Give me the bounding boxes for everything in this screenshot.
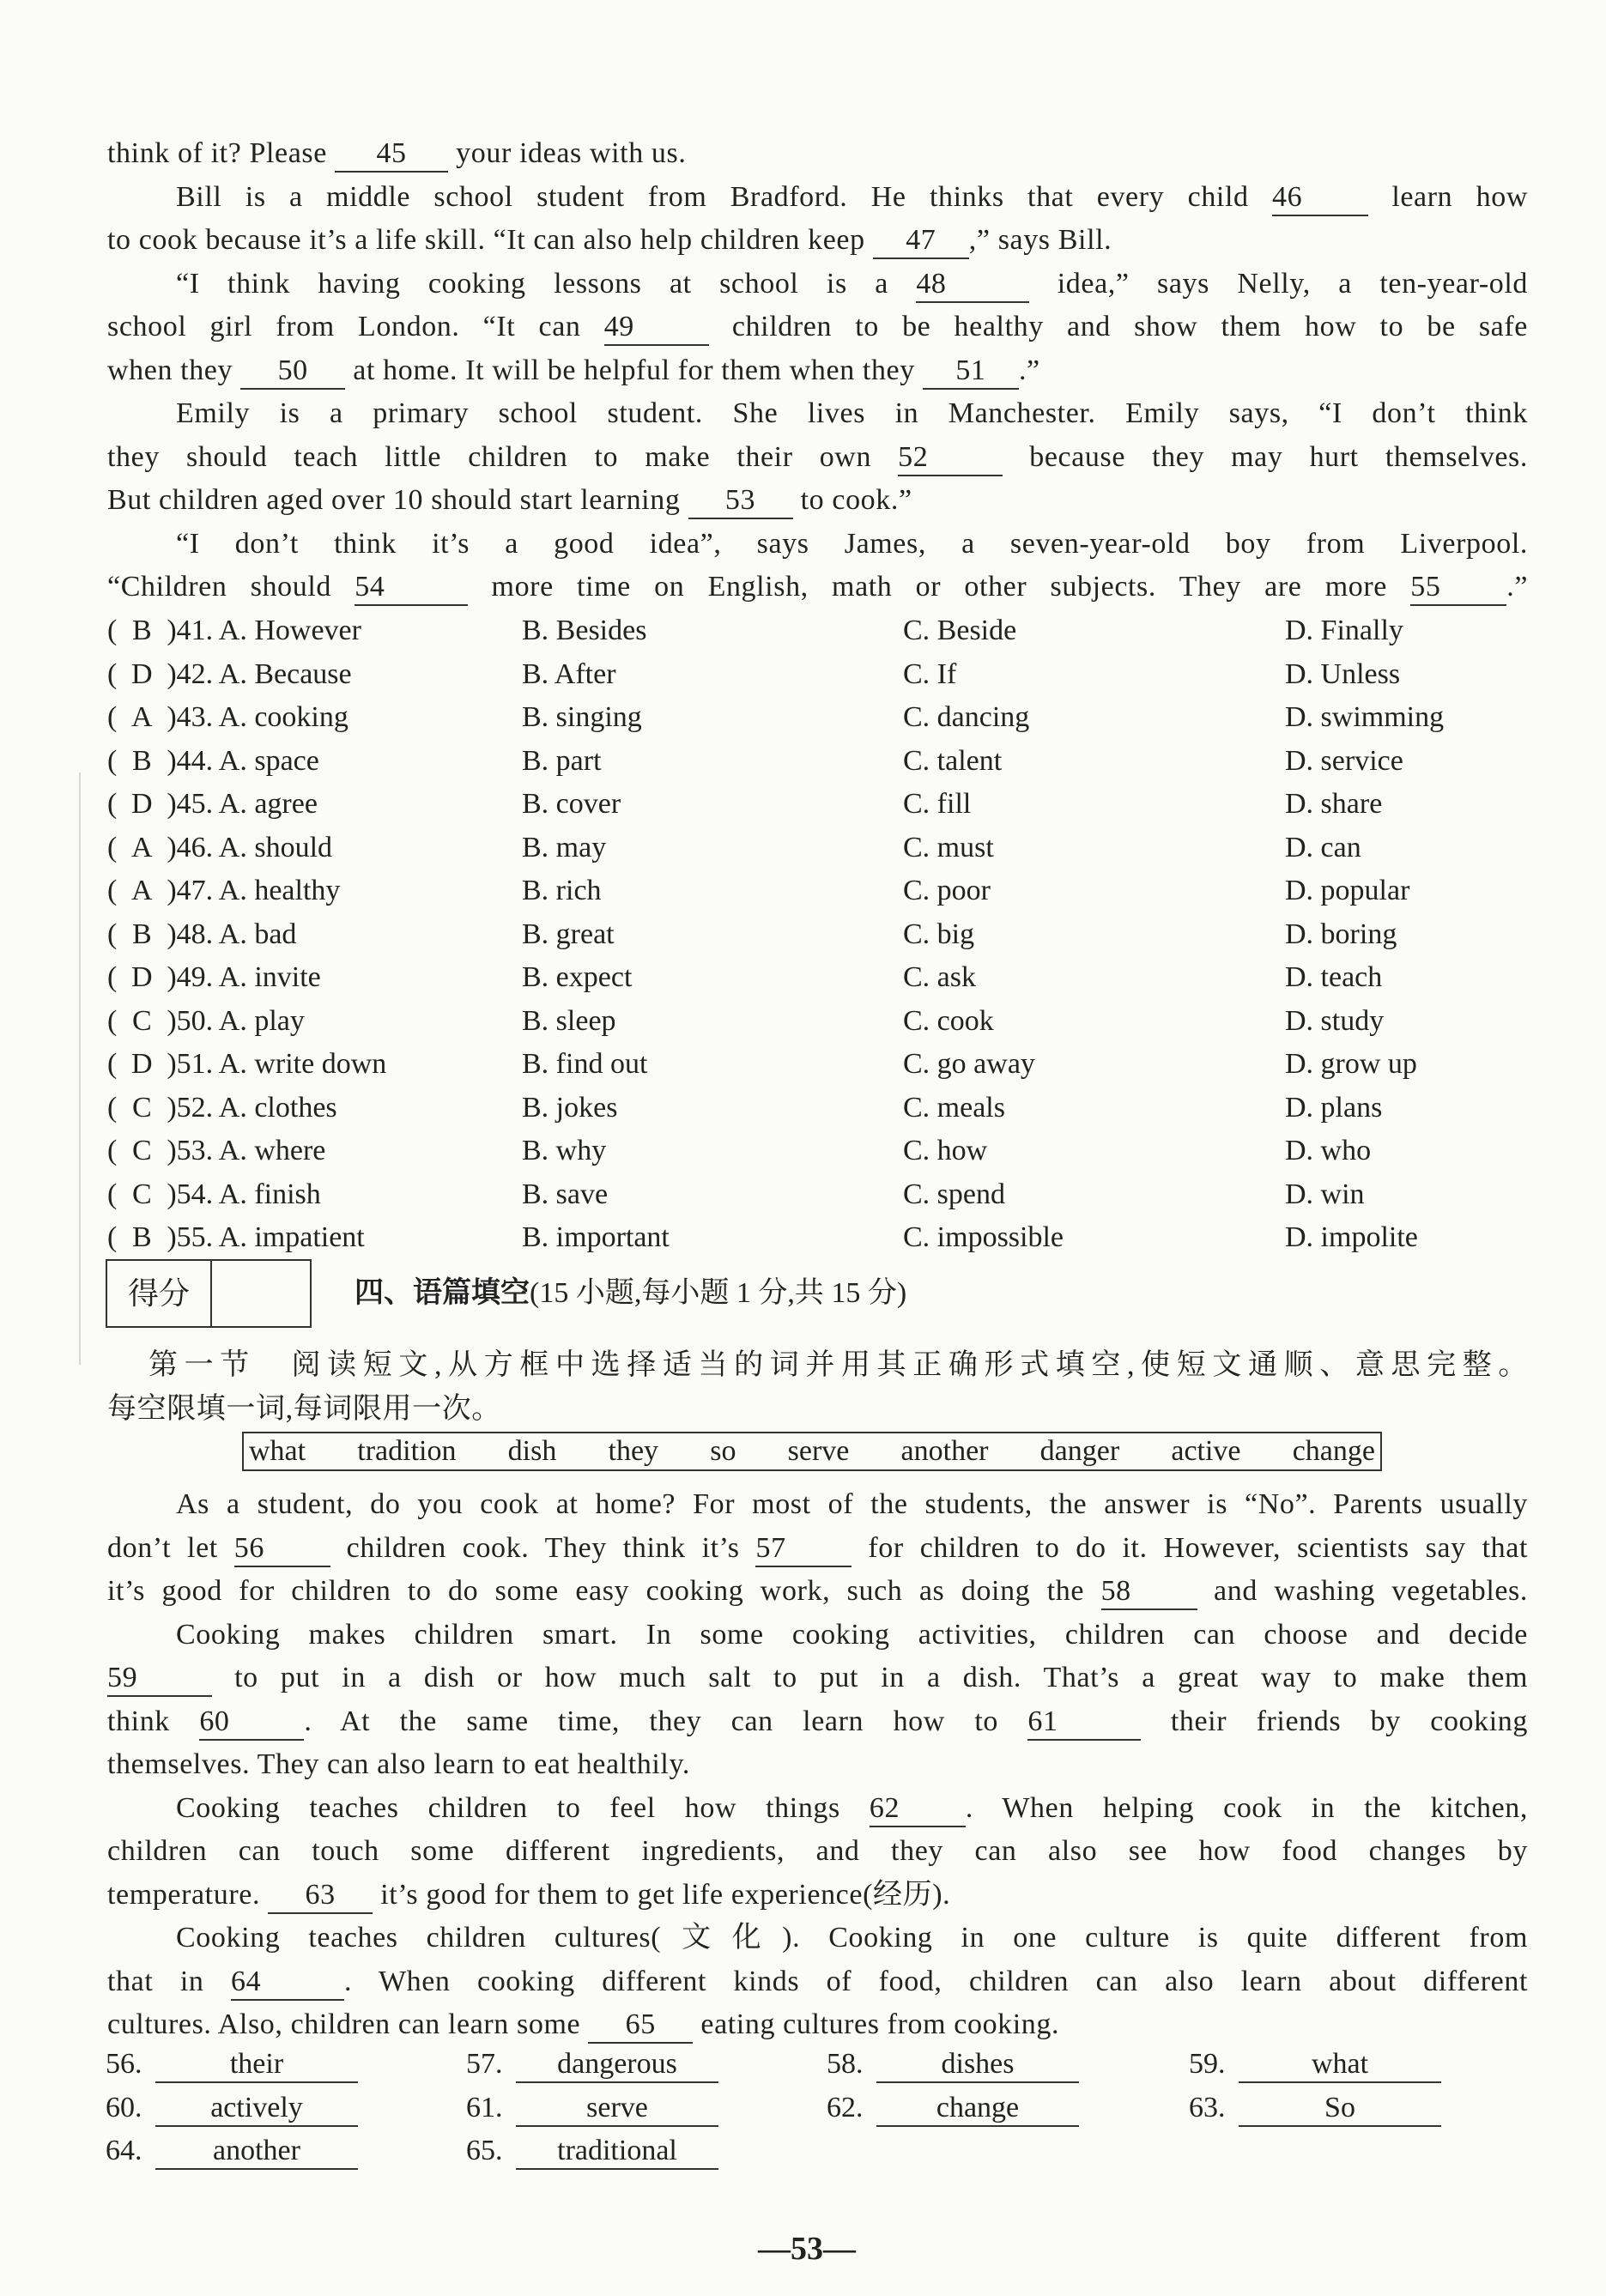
option-b[interactable]: B. great (522, 918, 615, 950)
question-number: 52 (176, 1091, 206, 1124)
passage-line (107, 436, 1528, 480)
blank-48[interactable]: 48 (916, 267, 1029, 303)
option-c[interactable]: C. go away (903, 1048, 1035, 1080)
passage-line (107, 1614, 1528, 1657)
question-number: 51 (176, 1048, 206, 1080)
passage-line (107, 1917, 1528, 1960)
option-c[interactable]: C. big (903, 918, 975, 950)
question-row-44 (107, 740, 1528, 784)
option-a[interactable]: A. impatient (218, 1221, 365, 1253)
passage-text: to put in a dish or how much salt to put in a dish. That’s a great way to make them (212, 1662, 1528, 1693)
option-d[interactable]: D. popular (1285, 875, 1410, 906)
answer-row (106, 2043, 1522, 2087)
answer-item (827, 2087, 1079, 2130)
option-c[interactable]: C. ask (903, 961, 976, 993)
blank-52[interactable]: 52 (898, 440, 1003, 476)
answer-letter[interactable]: A (131, 701, 153, 733)
passage-text: it’s good for them to get life experience(经历). (373, 1878, 951, 1911)
question-stem: ( B )48. A. bad (107, 913, 296, 957)
question-number: 55 (176, 1221, 206, 1253)
answer-letter[interactable]: C (131, 1004, 152, 1037)
question-number: 46 (176, 831, 206, 863)
option-b[interactable]: B. expect (522, 961, 633, 993)
answer-item (466, 2129, 718, 2173)
option-d[interactable]: D. study (1285, 1004, 1385, 1037)
answer-letter[interactable]: C (131, 1091, 152, 1124)
answer-item (466, 2043, 718, 2087)
passage-text: “I don’t think it’s a good idea”, says James, a seven-year-old boy from Liverpool. (176, 527, 1528, 560)
option-b[interactable]: B. After (522, 657, 616, 690)
answer-letter[interactable]: D (131, 961, 153, 993)
option-b[interactable]: B. singing (522, 701, 642, 733)
option-b[interactable]: B. sleep (522, 1004, 616, 1037)
blank-45[interactable]: 45 (335, 136, 448, 173)
passage-line (107, 219, 1528, 263)
passage-text: to cook because it’s a life skill. “It can also help children keep (107, 224, 873, 256)
passage-text: think (107, 1705, 200, 1737)
passage-text: when they (107, 354, 241, 386)
option-d[interactable]: D. swimming (1285, 701, 1445, 733)
option-c[interactable]: C. Beside (903, 615, 1017, 646)
question-stem: ( D )45. A. agree (107, 783, 318, 827)
multiple-choice-options (107, 609, 1528, 1260)
option-a[interactable]: A. finish (218, 1178, 321, 1210)
blank-57[interactable]: 57 (755, 1531, 851, 1567)
question-row-55 (107, 1216, 1528, 1260)
passage-line (107, 1787, 1528, 1831)
passage-line (107, 1700, 1528, 1744)
option-a[interactable]: A. write down (218, 1048, 387, 1080)
option-a[interactable]: A. play (218, 1004, 305, 1037)
instruction-line-1: 第一节 阅读短文,从方框中选择适当的词并用其正确形式填空,使短文通顺、意思完整。 (148, 1349, 1528, 1381)
margin-rule (79, 772, 81, 1365)
answer-fill[interactable]: serve (516, 2091, 718, 2127)
answer-number: 59. (1189, 2048, 1226, 2080)
option-b[interactable]: B. important (522, 1221, 670, 1253)
answer-letter[interactable]: C (131, 1178, 152, 1210)
passage-text: children cook. They think it’s (330, 1531, 756, 1564)
passage-line (107, 306, 1528, 349)
question-row-43 (107, 696, 1528, 740)
passage-line (107, 1570, 1528, 1614)
passage-text: Cooking teaches children to feel how things (176, 1791, 870, 1824)
passage-text: cultures. Also, children can learn some (107, 2008, 589, 2040)
section-header (106, 1259, 1565, 1330)
option-a[interactable]: A. Because (218, 657, 352, 690)
answer-number: 60. (106, 2091, 142, 2123)
question-row-41 (107, 609, 1528, 653)
answer-lines (106, 2043, 1522, 2173)
blank-50[interactable]: 50 (240, 354, 345, 390)
option-c[interactable]: C. dancing (903, 701, 1030, 733)
option-c[interactable]: C. If (903, 657, 957, 690)
answer-letter[interactable]: D (131, 788, 153, 820)
answer-number: 62. (827, 2091, 864, 2123)
word-bank-item: so (710, 1435, 736, 1467)
blank-47[interactable]: 47 (873, 223, 969, 259)
passage-text: for children to do it. However, scientists say that (851, 1531, 1528, 1564)
answer-number: 61. (466, 2091, 503, 2123)
option-b[interactable]: B. cover (522, 788, 621, 820)
passage-text: think of it? Please (107, 137, 336, 169)
score-box (106, 1259, 312, 1328)
passage-text: children can touch some different ingredients, and they can also see how food changes by (107, 1835, 1528, 1867)
option-d[interactable]: D. Finally (1285, 615, 1403, 646)
score-label: 得分 (107, 1261, 212, 1326)
passage-text: at home. It will be helpful for them when they (345, 354, 923, 386)
option-d[interactable]: D. share (1285, 788, 1383, 820)
question-number: 43 (176, 701, 206, 733)
question-number: 54 (176, 1178, 206, 1210)
answer-fill[interactable]: their (155, 2047, 358, 2083)
option-b[interactable]: B. find out (522, 1048, 648, 1080)
option-c[interactable]: C. spend (903, 1178, 1005, 1210)
option-a[interactable]: A. should (218, 831, 333, 863)
blank-58[interactable]: 58 (1101, 1574, 1197, 1610)
passage-text: learn how (1367, 180, 1528, 213)
answer-fill[interactable]: what (1239, 2047, 1441, 2083)
option-b[interactable]: B. jokes (522, 1091, 618, 1124)
passage-line (107, 1743, 1528, 1787)
option-a[interactable]: A. healthy (218, 875, 341, 906)
option-a[interactable]: A. clothes (218, 1091, 337, 1124)
option-c[interactable]: C. how (903, 1135, 988, 1166)
question-number: 48 (176, 918, 206, 950)
answer-item (106, 2043, 358, 2087)
question-number: 53 (176, 1135, 206, 1166)
question-row-53 (107, 1130, 1528, 1173)
passage-line (107, 479, 1528, 523)
passage-text: themselves. They can also learn to eat healthily. (107, 1748, 690, 1780)
question-stem: ( B )55. A. impatient (107, 1216, 365, 1260)
passage-line (107, 566, 1528, 609)
passage-line (107, 132, 1528, 176)
question-row-48 (107, 913, 1528, 957)
answer-letter[interactable]: C (131, 1135, 152, 1166)
answer-letter[interactable]: B (131, 918, 152, 950)
passage-line (107, 1874, 1528, 1917)
passage-text: Bill is a middle school student from Bradford. He thinks that every child (176, 180, 1272, 213)
option-b[interactable]: B. why (522, 1135, 607, 1166)
passage-line (107, 1960, 1528, 2004)
answer-fill[interactable]: another (155, 2134, 358, 2170)
answer-item (1189, 2087, 1441, 2130)
question-row-49 (107, 956, 1528, 1000)
question-number: 45 (176, 788, 206, 820)
question-row-50 (107, 1000, 1528, 1044)
answer-row (106, 2129, 1522, 2173)
question-number: 41 (176, 615, 206, 646)
passage-line (107, 263, 1528, 306)
question-stem: ( A )47. A. healthy (107, 869, 340, 913)
option-d[interactable]: D. win (1285, 1178, 1365, 1210)
option-a[interactable]: A. bad (218, 918, 297, 950)
question-stem: ( D )49. A. invite (107, 956, 321, 1000)
question-stem: ( C )50. A. play (107, 1000, 305, 1044)
option-c[interactable]: C. cook (903, 1004, 994, 1037)
answer-number: 65. (466, 2135, 503, 2166)
blank-55[interactable]: 55 (1410, 570, 1506, 606)
option-b[interactable]: B. save (522, 1178, 609, 1210)
question-stem: ( A )43. A. cooking (107, 696, 348, 740)
passage-text: Cooking makes children smart. In some cooking activities, children can choose and decide (176, 1618, 1528, 1651)
option-d[interactable]: D. can (1285, 831, 1361, 863)
question-number: 49 (176, 961, 206, 993)
option-a[interactable]: A. space (218, 744, 319, 777)
answer-fill[interactable]: change (876, 2091, 1079, 2127)
passage-text: it’s good for children to do some easy cooking work, such as doing the (107, 1575, 1101, 1607)
option-b[interactable]: B. rich (522, 875, 602, 906)
passage-text: children to be healthy and show them how to be safe (708, 311, 1528, 342)
answer-fill[interactable]: dishes (876, 2047, 1079, 2083)
question-row-51 (107, 1043, 1528, 1087)
cloze-passage-continued (107, 132, 1528, 609)
answer-letter[interactable]: A (131, 875, 153, 906)
passage-text: more time on English, math or other subjects. They are more (468, 571, 1411, 603)
question-stem: ( C )52. A. clothes (107, 1087, 337, 1130)
passage-text: your ideas with us. (448, 137, 687, 169)
blank-59[interactable]: 59 (107, 1661, 212, 1697)
passage-line (107, 1483, 1528, 1527)
option-d[interactable]: D. boring (1285, 918, 1397, 950)
blank-51[interactable]: 51 (923, 354, 1019, 390)
passage-text: Emily is a primary school student. She lives in Manchester. Emily says, “I don’t think (176, 397, 1528, 429)
blank-62[interactable]: 62 (870, 1791, 966, 1827)
answer-letter[interactable]: B (131, 1221, 152, 1253)
passage-text: eating cultures from cooking. (693, 2008, 1060, 2040)
passage-text: to cook.” (792, 484, 912, 516)
section-title-detail: (15 小题,每小题 1 分,共 15 分) (530, 1277, 907, 1309)
answer-letter[interactable]: A (131, 831, 153, 863)
passage-text: ,” says Bill. (968, 224, 1112, 256)
option-c[interactable]: C. fill (903, 788, 972, 820)
option-b[interactable]: B. may (522, 831, 607, 863)
passage-text: idea,” says Nelly, a ten-year-old (1029, 267, 1529, 300)
option-c[interactable]: C. must (903, 831, 994, 863)
passage-text: school girl from London. “It can (107, 311, 604, 342)
passage-text: .” (1018, 354, 1040, 386)
answer-item (106, 2087, 358, 2130)
blank-53[interactable]: 53 (688, 483, 793, 519)
question-stem: ( C )53. A. where (107, 1130, 325, 1173)
passage-text: they should teach little children to make their own (107, 440, 899, 473)
answer-row (106, 2087, 1522, 2130)
question-row-52 (107, 1087, 1528, 1130)
question-stem: ( B )41. A. However (107, 609, 361, 653)
blank-61[interactable]: 61 (1027, 1705, 1141, 1741)
passage-text: .” (1506, 571, 1529, 603)
question-number: 44 (176, 744, 206, 777)
answer-item (466, 2087, 718, 2130)
option-a[interactable]: A. invite (218, 961, 321, 993)
question-stem: ( A )46. A. should (107, 827, 332, 870)
question-number: 42 (176, 657, 206, 690)
passage-text: . At the same time, they can learn how to (304, 1705, 1028, 1737)
option-b[interactable]: B. part (522, 744, 602, 777)
blank-49[interactable]: 49 (604, 310, 709, 346)
word-bank-item: active (1171, 1435, 1241, 1467)
question-number: 47 (176, 875, 206, 906)
option-c[interactable]: C. poor (903, 875, 991, 906)
blank-54[interactable]: 54 (355, 570, 468, 606)
passage-text: “I think having cooking lessons at school is a (176, 267, 917, 300)
answer-letter[interactable]: B (131, 615, 152, 646)
option-a[interactable]: A. cooking (218, 701, 348, 733)
question-stem: ( D )51. A. write down (107, 1043, 386, 1087)
gap-fill-passage (107, 1483, 1528, 2047)
option-b[interactable]: B. Besides (522, 615, 647, 646)
answer-fill[interactable]: So (1239, 2091, 1441, 2127)
blank-65[interactable]: 65 (588, 2008, 693, 2044)
question-number: 50 (176, 1004, 206, 1037)
question-stem: ( D )42. A. Because (107, 653, 352, 697)
answer-item (1189, 2043, 1441, 2087)
passage-text: because they may hurt themselves. (1003, 440, 1528, 473)
blank-64[interactable]: 64 (231, 1965, 344, 2001)
answer-number: 57. (466, 2048, 503, 2080)
question-stem: ( C )54. A. finish (107, 1173, 321, 1217)
page-number: —53— (758, 2231, 856, 2267)
answer-fill[interactable]: traditional (516, 2134, 718, 2170)
option-d[interactable]: D. teach (1285, 961, 1383, 993)
answer-fill[interactable]: dangerous (516, 2047, 718, 2083)
passage-line (107, 1830, 1528, 1874)
option-c[interactable]: C. meals (903, 1091, 1005, 1124)
passage-line (107, 1527, 1528, 1571)
option-c[interactable]: C. impossible (903, 1221, 1064, 1253)
answer-letter[interactable]: B (131, 744, 152, 777)
option-d[interactable]: D. impolite (1285, 1221, 1418, 1253)
option-c[interactable]: C. talent (903, 744, 1003, 777)
answer-item (106, 2129, 358, 2173)
answer-number: 63. (1189, 2091, 1226, 2123)
option-a[interactable]: A. agree (218, 788, 318, 820)
passage-line (107, 392, 1528, 436)
passage-text: don’t let (107, 1531, 234, 1564)
answer-number: 58. (827, 2048, 864, 2080)
word-bank-item: danger (1039, 1435, 1120, 1467)
answer-number: 64. (106, 2135, 142, 2166)
passage-text: and washing vegetables. (1197, 1575, 1528, 1607)
question-row-42 (107, 653, 1528, 697)
word-bank-item: they (608, 1435, 659, 1467)
question-row-45 (107, 783, 1528, 827)
answer-letter[interactable]: D (131, 1048, 153, 1080)
answer-fill[interactable]: actively (155, 2091, 358, 2127)
question-row-54 (107, 1173, 1528, 1217)
option-d[interactable]: D. grow up (1285, 1048, 1417, 1080)
passage-text: Cooking teaches children cultures(文化). Cooking in one culture is quite different from (176, 1922, 1528, 1954)
passage-text: temperature. (107, 1878, 269, 1911)
word-bank-item: dish (507, 1435, 557, 1467)
passage-line (107, 523, 1528, 566)
passage-line (107, 176, 1528, 220)
answer-number: 56. (106, 2048, 142, 2080)
blank-46[interactable]: 46 (1272, 180, 1368, 216)
option-a[interactable]: A. However (218, 615, 361, 646)
option-d[interactable]: D. who (1285, 1135, 1372, 1166)
blank-63[interactable]: 63 (268, 1878, 373, 1914)
section-instructions (107, 1344, 1528, 1431)
passage-text: As a student, do you cook at home? For most of the students, the answer is “No”. Parents usually (176, 1488, 1528, 1520)
word-bank-item: another (900, 1435, 989, 1467)
section-title-main: 四、语篇填空 (355, 1277, 530, 1309)
passage-text: . When helping cook in the kitchen, (965, 1791, 1528, 1824)
passage-line (107, 2003, 1528, 2047)
question-stem: ( B )44. A. space (107, 740, 319, 784)
word-bank-item: change (1292, 1435, 1375, 1467)
word-bank-box (242, 1432, 1382, 1471)
option-d[interactable]: D. plans (1285, 1091, 1383, 1124)
option-a[interactable]: A. where (218, 1135, 326, 1166)
question-row-46 (107, 827, 1528, 870)
question-row-47 (107, 869, 1528, 913)
passage-text: But children aged over 10 should start learning (107, 484, 688, 516)
word-bank-item: serve (787, 1435, 850, 1467)
passage-text: that in (107, 1965, 231, 1997)
option-d[interactable]: D. service (1285, 744, 1403, 777)
option-d[interactable]: D. Unless (1285, 657, 1401, 690)
passage-text: “Children should (107, 571, 355, 603)
passage-line (107, 1657, 1528, 1700)
word-bank-item: tradition (357, 1435, 457, 1467)
answer-item (827, 2043, 1079, 2087)
passage-text: their friends by cooking (1141, 1705, 1528, 1737)
answer-letter[interactable]: D (131, 657, 153, 690)
section-title (355, 1259, 906, 1328)
passage-text: . When cooking different kinds of food, children can also learn about different (343, 1965, 1528, 1997)
passage-line (107, 349, 1528, 393)
word-bank-item: what (249, 1435, 306, 1467)
blank-60[interactable]: 60 (199, 1705, 304, 1741)
instruction-line-2: 每空限填一词,每词限用一次。 (107, 1392, 501, 1425)
blank-56[interactable]: 56 (234, 1531, 330, 1567)
